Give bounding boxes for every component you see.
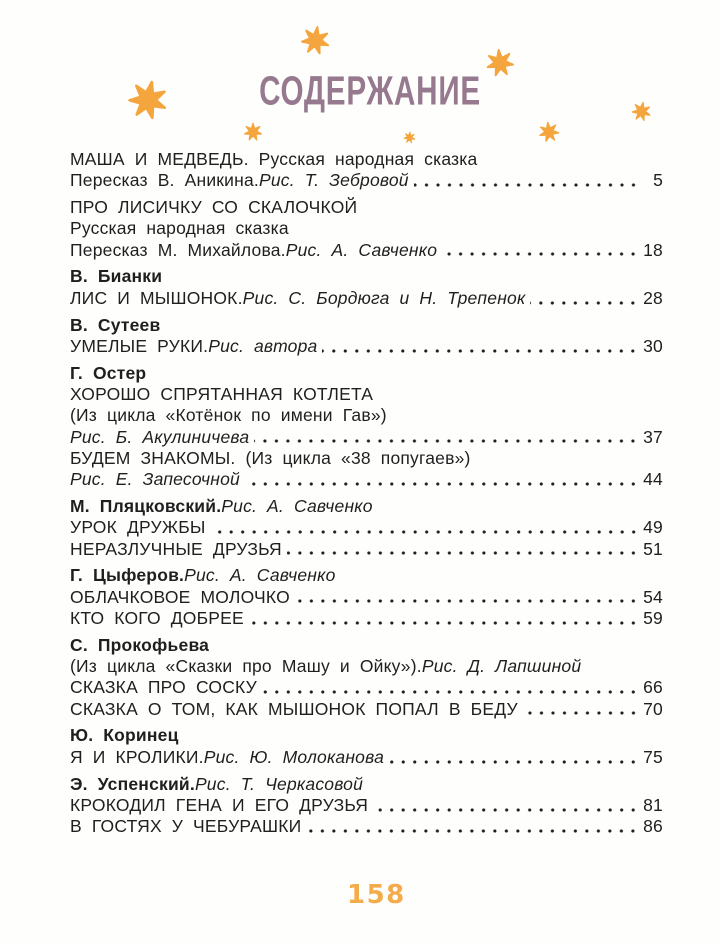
star-icon xyxy=(402,130,416,144)
toc-text: Рис. Е. Запесочной xyxy=(70,469,240,490)
dot-leader xyxy=(245,469,639,490)
toc-group xyxy=(70,149,663,192)
toc-group xyxy=(70,496,663,560)
toc-text: УМЕЛЫЕ РУКИ. xyxy=(70,335,209,356)
star-icon xyxy=(629,99,653,123)
toc-page-number: 30 xyxy=(643,335,663,356)
toc-line xyxy=(70,747,663,768)
toc-text: СКАЗКА ПРО СОСКУ xyxy=(70,677,257,698)
toc-line xyxy=(70,539,663,560)
dot-leader xyxy=(442,240,639,261)
dot-leader xyxy=(414,170,639,191)
toc-line xyxy=(70,517,663,538)
toc-line xyxy=(70,288,663,309)
folio-page-number: 158 xyxy=(347,880,406,910)
toc-line xyxy=(70,725,663,746)
dot-leader xyxy=(306,816,639,837)
toc-text: БУДЕМ ЗНАКОМЫ. (Из цикла «38 попугаев») xyxy=(70,447,471,468)
toc-line xyxy=(70,427,663,448)
dot-leader xyxy=(389,747,639,768)
toc-group xyxy=(70,197,663,261)
toc-line xyxy=(70,608,663,629)
toc-text: Рис. Т. Черкасовой xyxy=(194,773,364,794)
toc-page-number: 49 xyxy=(643,517,663,538)
contents-title: СОДЕРЖАНИЕ xyxy=(259,69,481,114)
toc-group xyxy=(70,266,663,309)
dot-leader xyxy=(373,795,639,816)
dot-leader xyxy=(249,608,639,629)
dot-leader xyxy=(262,677,639,698)
toc-page-number: 86 xyxy=(643,816,663,837)
toc-group xyxy=(70,363,663,491)
toc-page-number: 37 xyxy=(643,426,663,447)
dot-leader xyxy=(322,336,639,357)
toc-line xyxy=(70,266,663,287)
toc-line xyxy=(70,315,663,336)
toc-text: Пересказ В. Аникина. xyxy=(70,170,259,191)
toc-text: С. Прокофьева xyxy=(70,634,210,655)
toc-line xyxy=(70,774,663,795)
star-icon xyxy=(537,120,562,145)
toc-page-number: 54 xyxy=(643,586,663,607)
toc-group xyxy=(70,565,663,629)
toc-text: ХОРОШО СПРЯТАННАЯ КОТЛЕТА xyxy=(70,383,374,404)
toc-page-number: 51 xyxy=(643,538,663,559)
dot-leader xyxy=(287,539,639,560)
toc-text: В ГОСТЯХ У ЧЕБУРАШКИ xyxy=(70,816,302,837)
toc-text: Русская народная сказка xyxy=(70,218,289,239)
toc-line xyxy=(70,218,663,239)
toc-line xyxy=(70,363,663,384)
toc-line xyxy=(70,469,663,490)
toc-line xyxy=(70,405,663,426)
toc-line xyxy=(70,699,663,720)
toc-text: М. Пляцковский. xyxy=(70,495,222,516)
toc-line xyxy=(70,240,663,261)
toc-page-number: 75 xyxy=(643,746,663,767)
toc-text: НЕРАЗЛУЧНЫЕ ДРУЗЬЯ xyxy=(70,538,282,559)
contents-title-wrap xyxy=(224,70,516,114)
toc-text: В. Сутеев xyxy=(70,314,161,335)
toc-text: Рис. Т. Зебровой xyxy=(259,170,409,191)
toc-text: Я И КРОЛИКИ. xyxy=(70,746,204,767)
toc-line xyxy=(70,170,663,191)
toc-page-number: 44 xyxy=(643,469,663,490)
dot-leader xyxy=(523,699,639,720)
toc-line xyxy=(70,336,663,357)
toc-text: ПРО ЛИСИЧКУ СО СКАЛОЧКОЙ xyxy=(70,197,358,218)
dot-leader xyxy=(254,427,639,448)
toc-line xyxy=(70,656,663,677)
toc-line xyxy=(70,197,663,218)
dot-leader xyxy=(530,288,639,309)
toc-page-number: 18 xyxy=(643,239,663,260)
toc-line xyxy=(70,677,663,698)
toc-text: (Из цикла «Сказки про Машу и Ойку»). xyxy=(70,656,422,677)
toc-text: Рис. А. Савченко xyxy=(285,239,438,260)
toc-text: В. Бианки xyxy=(70,266,163,287)
toc-line xyxy=(70,587,663,608)
toc-page-number: 70 xyxy=(643,698,663,719)
toc-text: ЛИС И МЫШОНОК. xyxy=(70,287,243,308)
toc-page-number: 59 xyxy=(643,607,663,628)
toc-page-number: 81 xyxy=(643,794,663,815)
toc-text: Г. Цыферов. xyxy=(70,565,185,586)
toc-text: Рис. Б. Акулиничева xyxy=(70,426,250,447)
toc-text: МАША И МЕДВЕДЬ. Русская народная сказка xyxy=(70,149,478,169)
toc-text: (Из цикла «Котёнок по имени Гав») xyxy=(70,405,387,426)
toc-page-number: 66 xyxy=(643,677,663,698)
toc-line xyxy=(70,149,663,170)
toc-line xyxy=(70,816,663,837)
star-icon xyxy=(243,122,263,142)
dot-leader xyxy=(295,587,639,608)
toc-text: КТО КОГО ДОБРЕЕ xyxy=(70,607,244,628)
toc-group xyxy=(70,635,663,720)
toc-text: Рис. А. Савченко xyxy=(184,565,336,586)
dot-leader xyxy=(211,517,639,538)
toc-text: Рис. С. Бордюга и Н. Трепенок xyxy=(242,287,526,308)
toc-page-number: 5 xyxy=(653,170,663,191)
toc-list xyxy=(70,149,663,837)
toc-text: КРОКОДИЛ ГЕНА И ЕГО ДРУЗЬЯ xyxy=(70,794,369,815)
toc-group xyxy=(70,774,663,838)
toc-text: Г. Остер xyxy=(70,362,147,383)
star-icon xyxy=(123,75,173,125)
toc-line xyxy=(70,795,663,816)
toc-group xyxy=(70,725,663,768)
toc-text: Рис. автора xyxy=(208,335,318,356)
toc-group xyxy=(70,315,663,358)
toc-text: СКАЗКА О ТОМ, КАК МЫШОНОК ПОПАЛ В БЕДУ xyxy=(70,698,518,719)
toc-line xyxy=(70,565,663,586)
toc-line xyxy=(70,384,663,405)
toc-text: УРОК ДРУЖБЫ xyxy=(70,517,206,538)
toc-text: Э. Успенский. xyxy=(70,773,195,794)
toc-page-number: 28 xyxy=(643,287,663,308)
toc-text: Рис. Д. Лапшиной xyxy=(421,656,582,677)
toc-line xyxy=(70,496,663,517)
toc-text: Ю. Коринец xyxy=(70,725,179,746)
toc-text: ОБЛАЧКОВОЕ МОЛОЧКО xyxy=(70,586,290,607)
toc-text: Пересказ М. Михайлова. xyxy=(70,239,286,260)
toc-line xyxy=(70,448,663,469)
toc-line xyxy=(70,635,663,656)
toc-text: Рис. Ю. Молоканова xyxy=(203,746,384,767)
star-icon xyxy=(297,22,332,57)
toc-text: Рис. А. Савченко xyxy=(221,495,373,516)
